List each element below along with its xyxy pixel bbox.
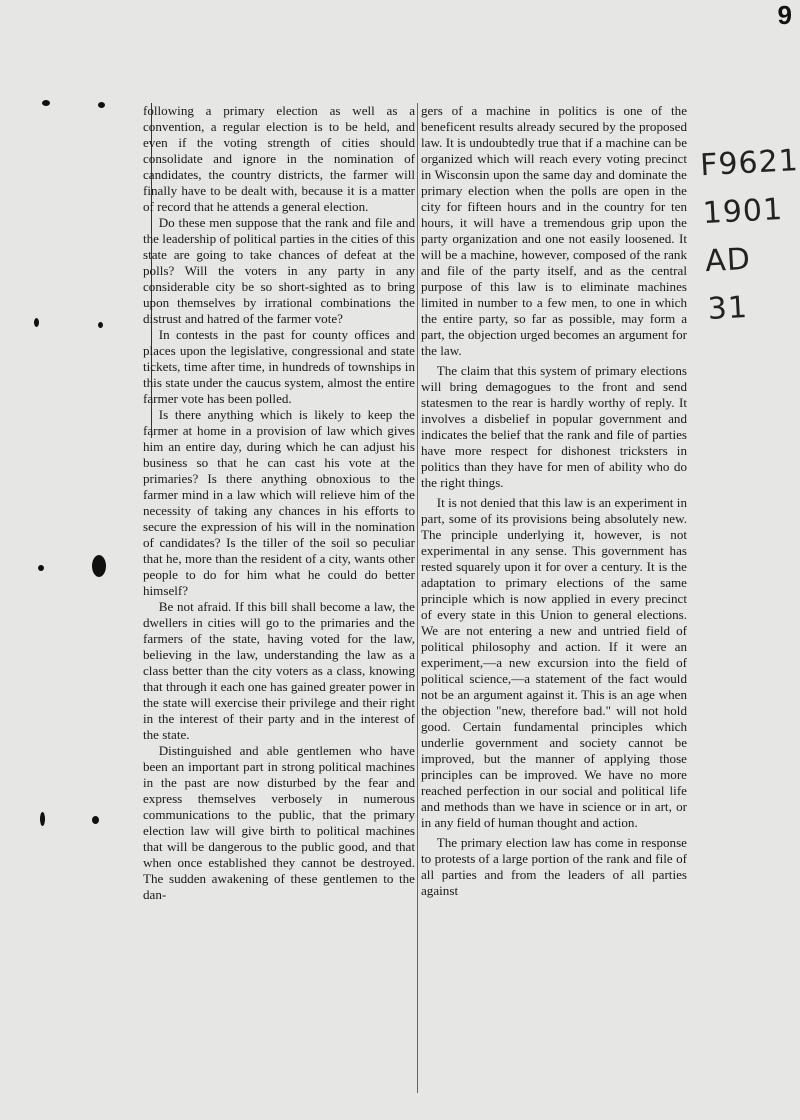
paragraph: following a primary election as well as a convention, a regular election is to be held, and even if the voting strength of cities should consolidate and ignore in the nomination of candidates, the country districts, the farmer will finally have to be dealt with, because it is a matter of record that he attends a general election.	[143, 103, 415, 214]
right-text-column	[421, 103, 687, 899]
ink-speck	[98, 322, 103, 328]
annotation-line-3: AD	[704, 241, 752, 280]
paragraph: Be not afraid. If this bill shall become a law, the dwellers in cities will go to the primaries and the farmers of the state, having voted for the law, believing in the law, understanding the law as a class better than the city voters as a class, knowing that through it each one has gained greater power in the state will exercise their privilege and their right in the interest of their party and in the interest of the state.	[143, 599, 415, 742]
paragraph: gers of a machine in politics is one of the beneficent results already secured by the proposed law. It is undoubtedly true that if a machine can be organized which will reach every voting precinct in Wisconsin upon the same day and dominate the primary election when the polls are open in the city for fifteen hours and in the country for ten hours, it will have a tremendous grip upon the party organization and one not easily loosened. It will be a machine, however, composed of the rank and file of the party itself, and as the central purpose of this law is to eliminate machines limited in number to a few men, to one in which the entire party, so far as possible, may form a part, the objection urged becomes an argument for the law.	[421, 103, 687, 358]
ink-speck	[98, 102, 105, 108]
handwritten-annotation	[695, 138, 800, 334]
ink-speck	[40, 812, 45, 826]
paragraph: The claim that this system of primary elections will bring demagogues to the front and send statesmen to the rear is hardly worthy of reply. It involves a disbelief in popular government and indicates the belief that the rank and file of parties have more respect for dishonest tricksters in politics than they have for men of ability who do the right things.	[421, 363, 687, 490]
ink-speck	[42, 100, 50, 106]
paragraph: It is not denied that this law is an experiment in part, some of its provisions being absolutely new. The principle underlying it, however, is not experimental in any sense. This government has rested squarely upon it for over a century. It is the adaptation to primary elections of the same principle which is now applied in every precinct of every state in this Union to general elections. We are not entering a new and untried field of political philosophy and action. If it were an experiment,—a new excursion into the field of political science,—a statement of the fact would not be an argument against it. This is an age when the objection "new, therefore bad." will not hold good. Certain fundamental principles which underlie government and society cannot be improved, but the manner of applying those principles can be improved. We have no more reached perfection in our social and political life and methods than we have in science or in art, or in any field of human thought and action.	[421, 495, 687, 830]
paragraph: Is there anything which is likely to keep the farmer at home in a provision of law which gives him an entire day, during which he can adjust his business so that he can cast his vote at the primaries? Is there anything obnoxious to the farmer mind in a law which will relieve him of the necessity of taking any chances in his efforts to secure the expression of his will in the nomination of candidates? Is the tiller of the soil so peculiar that he, more than the resident of a city, wants other people to do for him what he could do better himself?	[143, 407, 415, 598]
annotation-line-1: F9621	[699, 143, 800, 184]
ink-speck	[92, 816, 99, 824]
ink-speck	[38, 565, 44, 571]
paragraph: In contests in the past for county offices and places upon the legislative, congressional and state tickets, time after time, in hundreds of townships in this state under the caucus system, almost the entire farmer vote has been polled.	[143, 327, 415, 406]
ink-speck	[92, 555, 106, 577]
left-text-column	[143, 103, 415, 903]
annotation-line-2: 1901	[701, 191, 784, 232]
paragraph: Do these men suppose that the rank and file and the leadership of political parties in the cities of this state are going to take chances of defeat at the polls? Will the voters in any party in any considerable city be so short-sighted as to bring upon themselves by irrational combinations the distrust and hatred of the farmer vote?	[143, 215, 415, 326]
paragraph: Distinguished and able gentlemen who have been an important part in strong political machines in the past are now disturbed by the fear and express themselves verbosely in numerous communications to the public, that the primary election law will give birth to political machines that will be dangerous to the public good, and that when once established they cannot be destroyed. The sudden awakening of these gentlemen to the dan-	[143, 743, 415, 902]
column-divider	[417, 103, 418, 1093]
ink-speck	[34, 318, 39, 327]
annotation-line-4: 31	[706, 289, 749, 328]
paragraph: The primary election law has come in response to protests of a large portion of the rank and file of all parties and from the leaders of all parties against	[421, 835, 687, 898]
page-number: 9	[777, 0, 792, 30]
